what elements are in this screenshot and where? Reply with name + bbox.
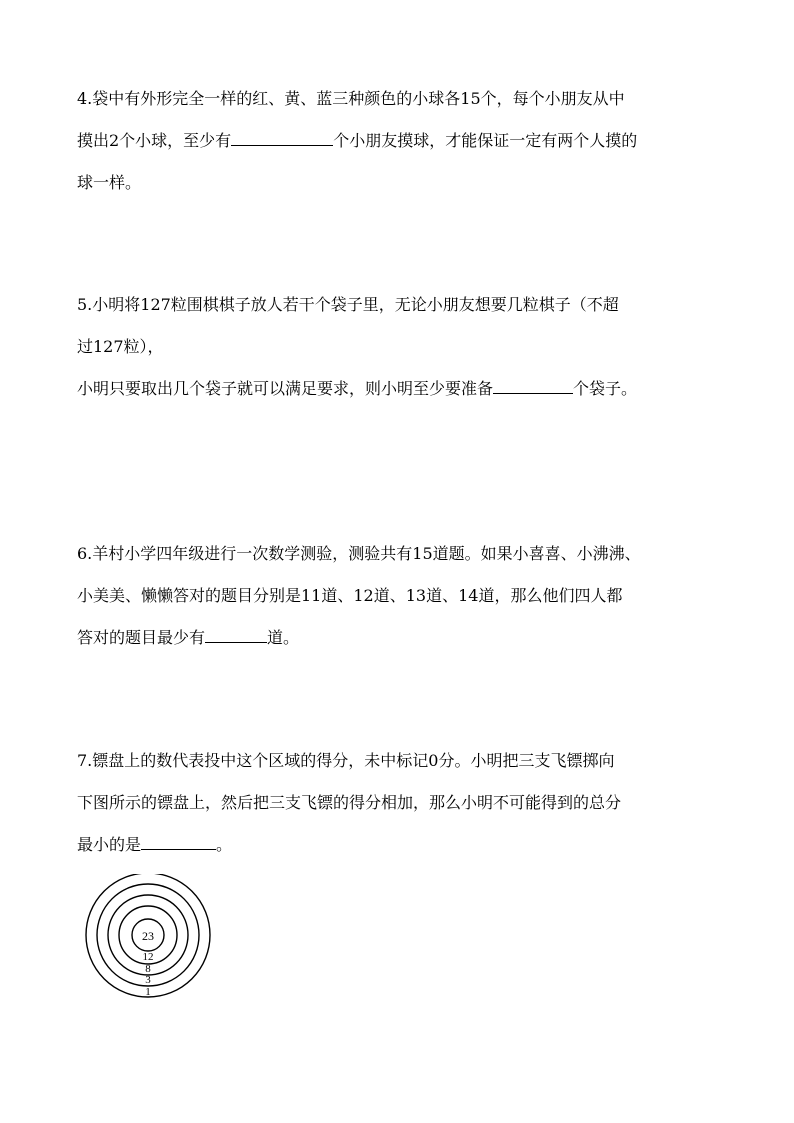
q4-line-1: 4.袋中有外形完全一样的红、黄、蓝三种颜色的小球各15个，每个小朋友从中	[77, 89, 625, 108]
question-5	[77, 284, 727, 410]
q5-line-1: 5.小明将127粒围棋棋子放人若干个袋子里，无论小朋友想要几粒棋子（不超	[77, 295, 619, 314]
q5-line-3: 小明只要取出几个袋子就可以满足要求，则小明至少要准备 个袋子。	[77, 368, 727, 410]
ring-label-8: 8	[145, 963, 151, 975]
q4-line-3: 球一样。	[77, 173, 142, 192]
ring-label-23: 23	[142, 929, 154, 943]
answer-blank-q6[interactable]	[205, 624, 267, 643]
q6-line-2: 小美美、懒懒答对的题目分别是11道、12道、13道、14道，那么他们四人都	[77, 586, 623, 605]
q6-line-3: 答对的题目最少有 道。	[77, 617, 727, 659]
q4-line-2: 摸出2个小球，至少有 个小朋友摸球，才能保证一定有两个人摸的	[77, 120, 727, 162]
answer-blank-q5[interactable]	[493, 375, 573, 394]
ring-label-1: 1	[145, 986, 151, 998]
dartboard	[84, 874, 214, 1004]
ring-label-3: 3	[145, 974, 151, 986]
question-6	[77, 533, 727, 659]
q7-line-2: 下图所示的镖盘上，然后把三支飞镖的得分相加，那么小明不可能得到的总分	[77, 793, 622, 812]
q7-line-1: 7.镖盘上的数代表投中这个区域的得分，未中标记0分。小明把三支飞镖掷向	[77, 751, 615, 770]
question-4	[77, 78, 727, 204]
question-7	[77, 740, 727, 866]
q6-line-1: 6.羊村小学四年级进行一次数学测验，测验共有15道题。如果小喜喜、小沸沸、	[77, 544, 641, 563]
answer-blank-q7[interactable]	[141, 831, 216, 850]
ring-label-12: 12	[142, 951, 154, 963]
q5-line-2: 过127粒），	[77, 337, 164, 356]
q7-line-3: 最小的是 。	[77, 824, 727, 866]
answer-blank-q4[interactable]	[231, 127, 333, 146]
